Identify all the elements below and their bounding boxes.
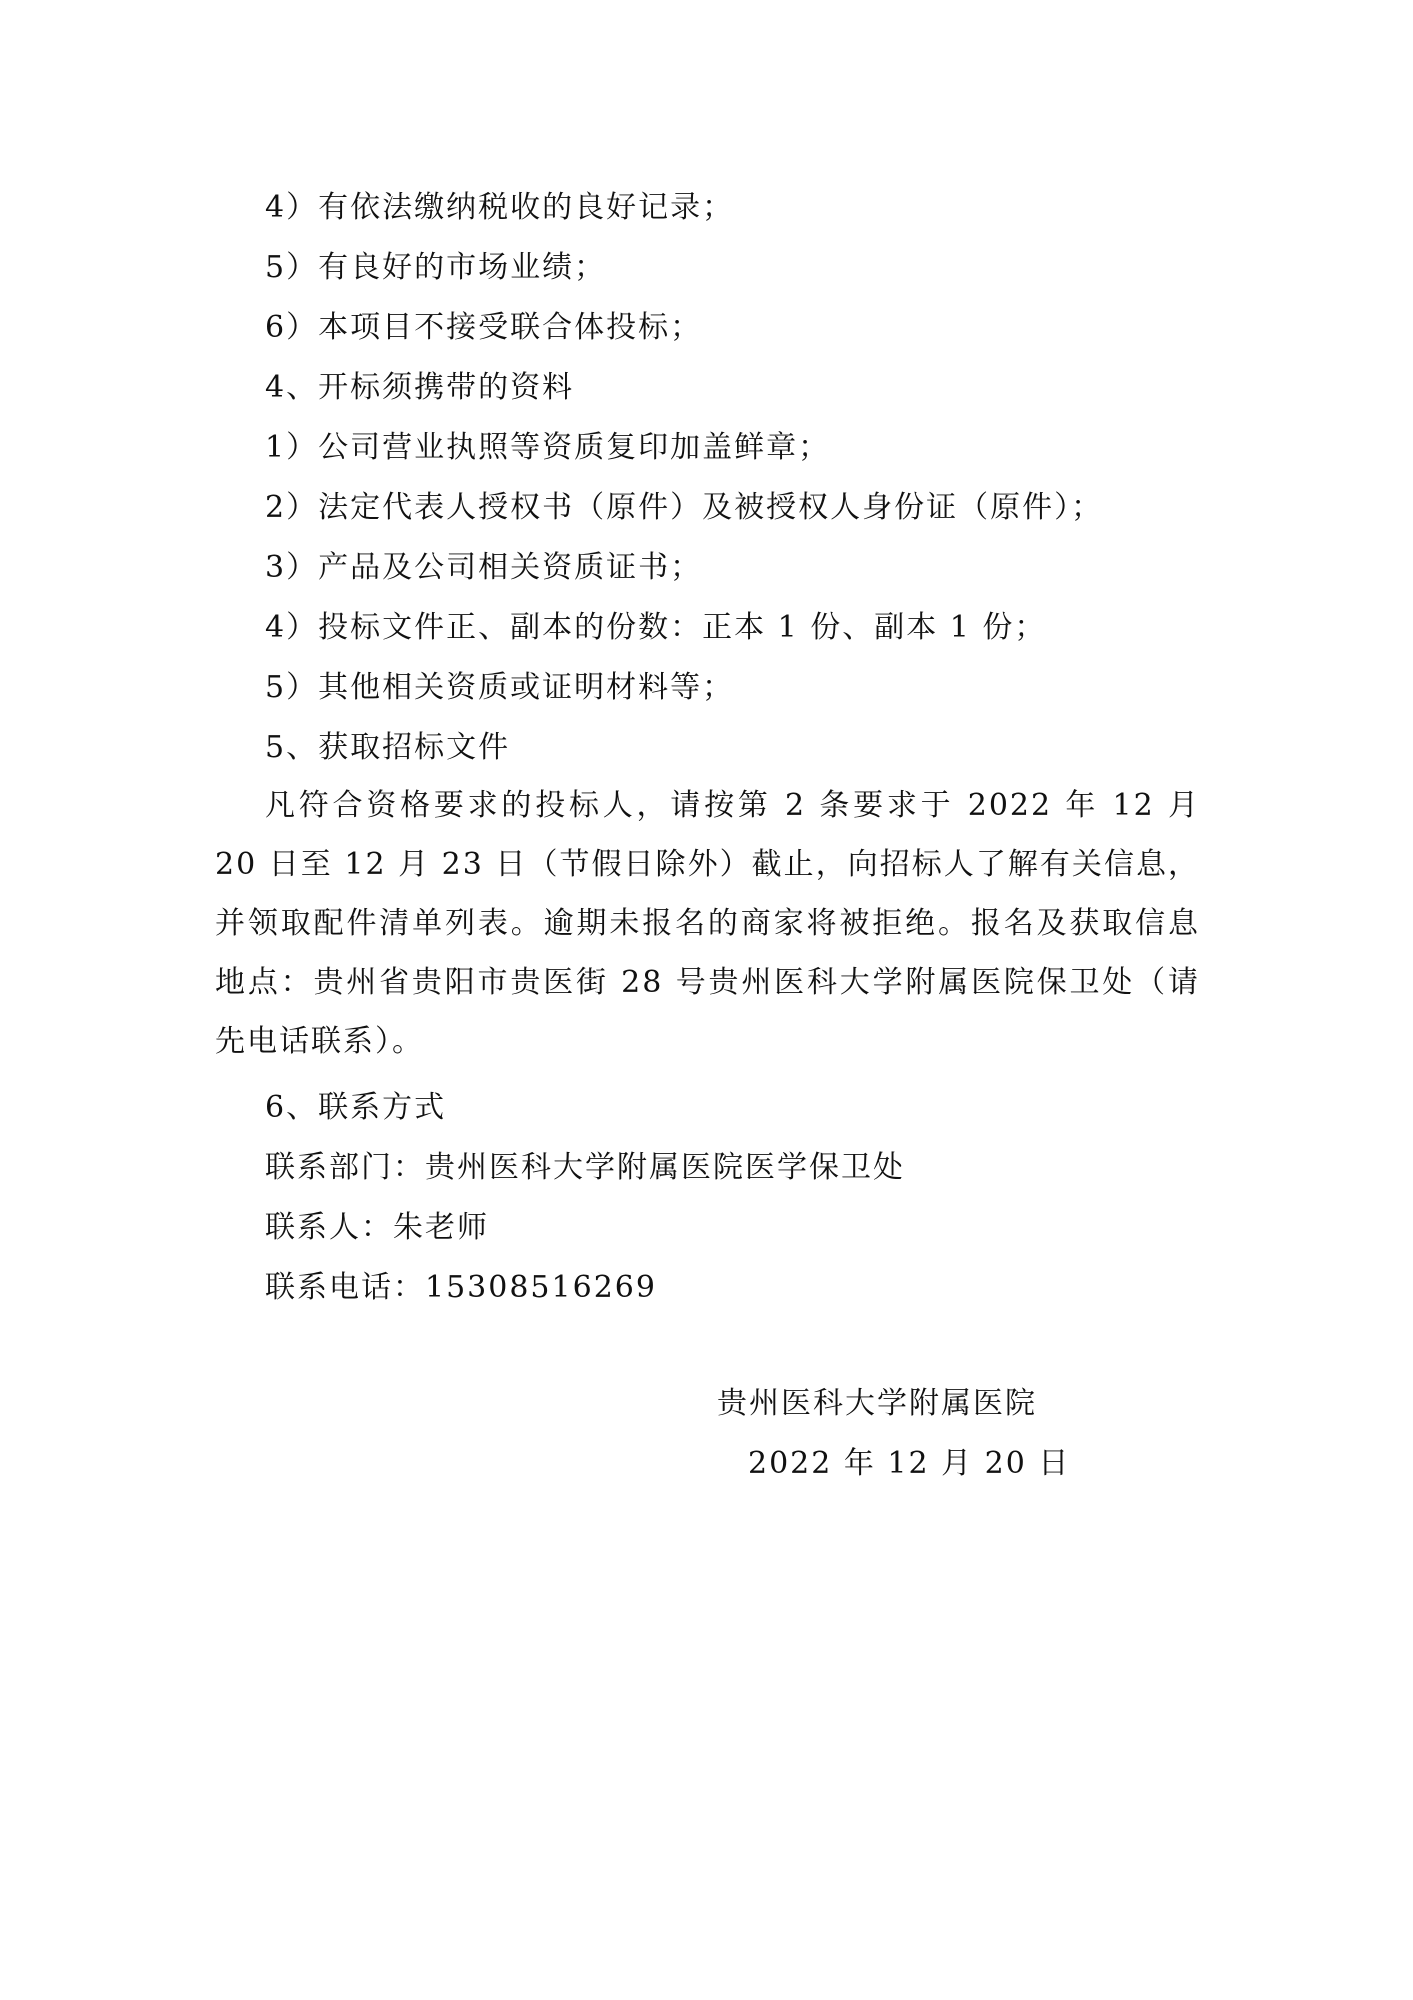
material-item-2: 2）法定代表人授权书（原件）及被授权人身份证（原件）； bbox=[265, 490, 1104, 525]
contact-department: 联系部门：贵州医科大学附属医院医学保卫处 bbox=[265, 1150, 905, 1185]
material-item-5: 5）其他相关资质或证明材料等； bbox=[265, 670, 735, 705]
material-item-4: 4）投标文件正、副本的份数：正本 1 份、副本 1 份； bbox=[265, 610, 1047, 645]
section-heading-materials: 4、开标须携带的资料 bbox=[265, 370, 575, 405]
section-heading-contact: 6、联系方式 bbox=[265, 1090, 447, 1125]
requirement-item-5: 5）有良好的市场业绩； bbox=[265, 250, 607, 285]
tender-docs-paragraph: 凡符合资格要求的投标人，请按第 2 条要求于 2022 年 12 月 20 日至 12 月 23 日（节假日除外）截止，向招标人了解有关信息，并领取配件清单列表。逾期未报名的商家将被拒绝。报名及获取信息地点：贵州省贵阳市贵医街 28 号贵州医科大学附属医院保卫处（请先电话联系）。 bbox=[215, 788, 1200, 1059]
signature-organization: 贵州医科大学附属医院 bbox=[717, 1386, 1037, 1421]
material-item-1: 1）公司营业执照等资质复印加盖鲜章； bbox=[265, 430, 831, 465]
contact-phone: 联系电话：15308516269 bbox=[265, 1270, 657, 1305]
requirement-item-4: 4）有依法缴纳税收的良好记录； bbox=[265, 190, 735, 225]
requirement-item-6: 6）本项目不接受联合体投标； bbox=[265, 310, 703, 345]
contact-person: 联系人：朱老师 bbox=[265, 1210, 489, 1245]
section-heading-tender-docs: 5、获取招标文件 bbox=[265, 730, 511, 765]
signature-date: 2022 年 12 月 20 日 bbox=[748, 1446, 1071, 1481]
material-item-3: 3）产品及公司相关资质证书； bbox=[265, 550, 703, 585]
